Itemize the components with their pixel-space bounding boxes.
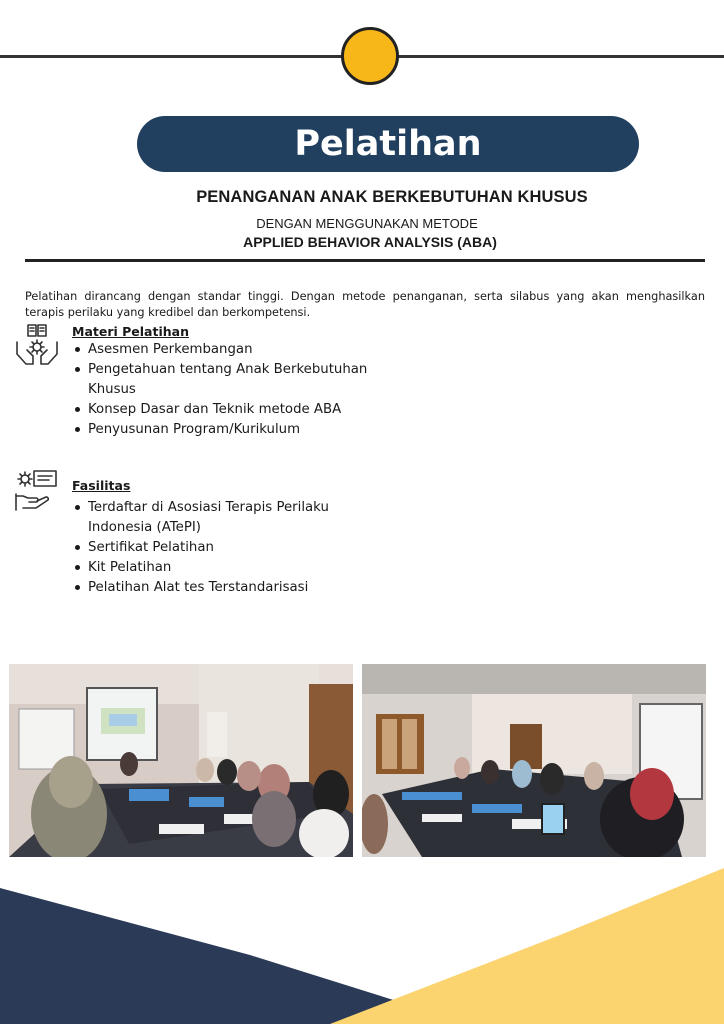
- bottom-decoration: [0, 860, 724, 1024]
- training-photo-right: [362, 664, 706, 857]
- list-item: Pelatihan Alat tes Terstandarisasi: [88, 578, 418, 598]
- list-item: Sertifikat Pelatihan: [88, 538, 418, 558]
- book-gear-hands-icon: [14, 322, 60, 366]
- section-divider: [25, 259, 705, 262]
- yellow-circle-ornament: [341, 27, 399, 85]
- title-banner: [137, 116, 639, 172]
- list-item: Penyusunan Program/Kurikulum: [88, 420, 418, 440]
- materi-list: [72, 340, 418, 440]
- materi-heading: Materi Pelatihan: [72, 324, 189, 339]
- intro-paragraph: Pelatihan dirancang dengan standar tinggi. Dengan metode penanganan, serta silabus yang akan menghasilkan terapis perilaku yang kredibel dan berkompetensi.: [25, 290, 705, 320]
- training-photo-left: [9, 664, 353, 857]
- method-name: APPLIED BEHAVIOR ANALYSIS (ABA): [243, 234, 497, 250]
- list-item: Konsep Dasar dan Teknik metode ABA: [88, 400, 418, 420]
- subtitle: PENANGANAN ANAK BERKEBUTUHAN KHUSUS: [196, 188, 588, 206]
- list-item: Asesmen Perkembangan: [88, 340, 418, 360]
- gear-hand-icon: [14, 468, 60, 512]
- list-item: Pengetahuan tentang Anak Berkebutuhan Khusus: [88, 360, 388, 400]
- method-line: DENGAN MENGGUNAKAN METODE: [256, 216, 478, 231]
- list-item: Terdaftar di Asosiasi Terapis Perilaku Indonesia (ATePI): [88, 498, 388, 538]
- page-title: Pelatihan: [294, 124, 482, 164]
- list-item: Kit Pelatihan: [88, 558, 418, 578]
- fasilitas-list: [72, 498, 418, 598]
- fasilitas-heading: Fasilitas: [72, 478, 131, 493]
